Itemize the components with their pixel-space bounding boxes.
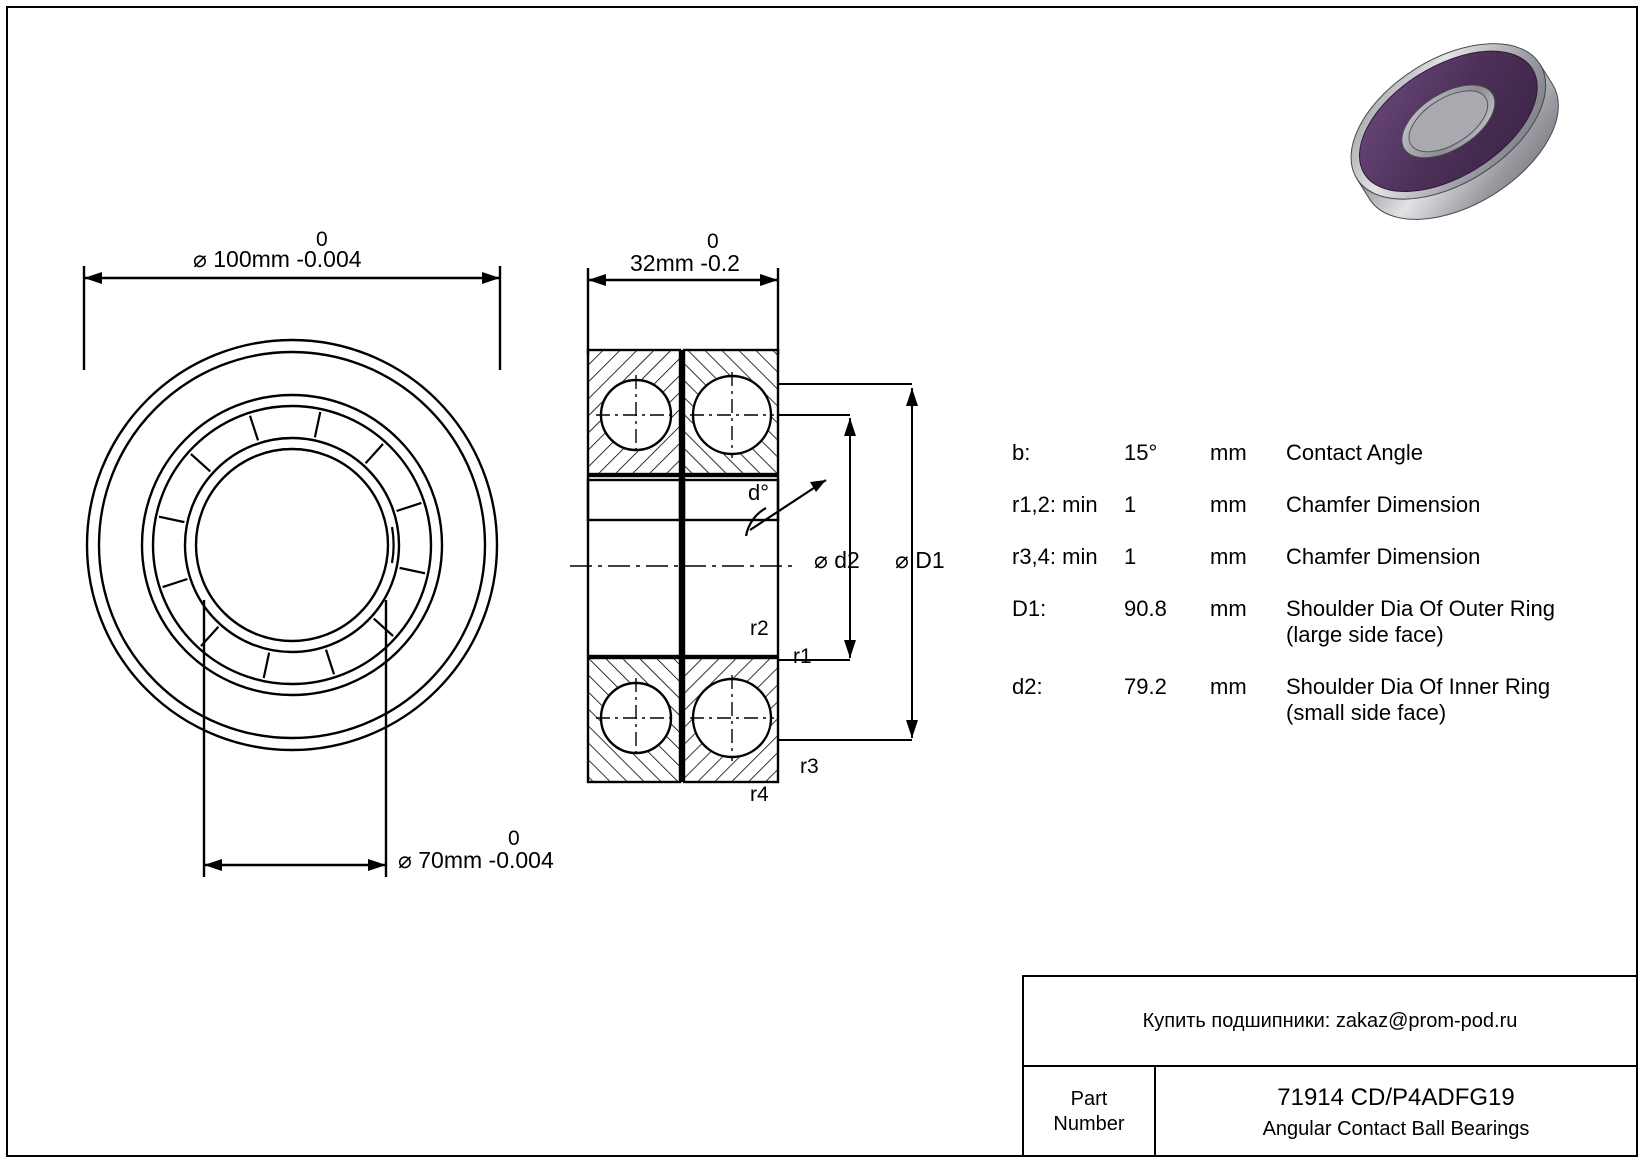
spec-key: r1,2: min bbox=[1012, 492, 1098, 517]
spec-row bbox=[1012, 596, 1612, 648]
spec-key: d2: bbox=[1012, 673, 1043, 699]
spec-value: 79.2 bbox=[1124, 673, 1167, 699]
spec-unit: mm bbox=[1210, 492, 1247, 517]
contact-angle-marker: d° bbox=[748, 480, 770, 505]
d2-dimension-label: ⌀ d2 bbox=[814, 547, 860, 573]
r1-label: r1 bbox=[793, 645, 812, 668]
spec-description bbox=[1286, 544, 1480, 570]
part-number-value: 71914 CD/P4ADFG19 bbox=[1277, 1083, 1515, 1111]
outer-dia-dimension: ⌀ 100mm -0.004 bbox=[193, 246, 362, 272]
outer-dia-tolerance: 0 bbox=[316, 228, 328, 251]
width-tolerance: 0 bbox=[707, 230, 719, 253]
contact-text: Купить подшипники: zakaz@prom-pod.ru bbox=[1142, 1009, 1518, 1032]
part-number-label bbox=[1024, 1067, 1156, 1157]
spec-value: 15° bbox=[1124, 440, 1158, 465]
spec-key: r3,4: min bbox=[1012, 544, 1098, 569]
section-view bbox=[560, 240, 960, 820]
spec-value: 1 bbox=[1124, 544, 1137, 569]
spec-description-line1: Chamfer Dimension bbox=[1286, 544, 1481, 569]
part-number-label-line1: Part bbox=[1070, 1088, 1108, 1110]
spec-value: 1 bbox=[1124, 492, 1137, 517]
bore-dia-tolerance: 0 bbox=[508, 827, 520, 850]
product-type: Angular Contact Ball Bearings bbox=[1262, 1117, 1530, 1140]
r2-label: r2 bbox=[750, 617, 769, 640]
spec-row bbox=[1012, 492, 1612, 518]
spec-description-line2: (small side face) bbox=[1286, 699, 1447, 725]
r3-label: r3 bbox=[800, 755, 819, 778]
r4-label: r4 bbox=[750, 783, 769, 806]
spec-description bbox=[1286, 440, 1423, 466]
front-view bbox=[60, 240, 580, 900]
width-dimension: 32mm -0.2 bbox=[630, 250, 740, 276]
spec-row bbox=[1012, 674, 1612, 726]
title-block-part-row bbox=[1024, 1067, 1636, 1157]
part-number-value-cell bbox=[1156, 1067, 1636, 1157]
title-block bbox=[1022, 975, 1638, 1157]
specifications-list bbox=[1012, 440, 1612, 752]
spec-description bbox=[1286, 596, 1555, 648]
spec-description-line2: (large side face) bbox=[1286, 621, 1444, 647]
spec-description-line1: Shoulder Dia Of Inner Ring bbox=[1286, 673, 1551, 699]
spec-key: D1: bbox=[1012, 596, 1047, 621]
spec-unit: mm bbox=[1210, 673, 1247, 699]
spec-description-line1: Contact Angle bbox=[1286, 440, 1423, 465]
spec-description bbox=[1286, 492, 1480, 518]
spec-key: b: bbox=[1012, 440, 1031, 465]
spec-unit: mm bbox=[1210, 596, 1247, 621]
spec-value: 90.8 bbox=[1124, 596, 1167, 621]
bearing-3d-render bbox=[1330, 40, 1590, 240]
spec-description bbox=[1286, 674, 1550, 726]
bore-dia-dimension: ⌀ 70mm -0.004 bbox=[398, 847, 554, 873]
title-block-contact-row bbox=[1024, 977, 1636, 1067]
spec-row bbox=[1012, 440, 1612, 466]
part-number-label-line2: Number bbox=[1053, 1113, 1125, 1135]
spec-row bbox=[1012, 544, 1612, 570]
spec-unit: mm bbox=[1210, 544, 1247, 569]
spec-description-line1: Shoulder Dia Of Outer Ring bbox=[1286, 596, 1556, 621]
spec-description-line1: Chamfer Dimension bbox=[1286, 492, 1481, 517]
D1-dimension-label: ⌀ D1 bbox=[895, 547, 945, 573]
spec-unit: mm bbox=[1210, 440, 1247, 465]
